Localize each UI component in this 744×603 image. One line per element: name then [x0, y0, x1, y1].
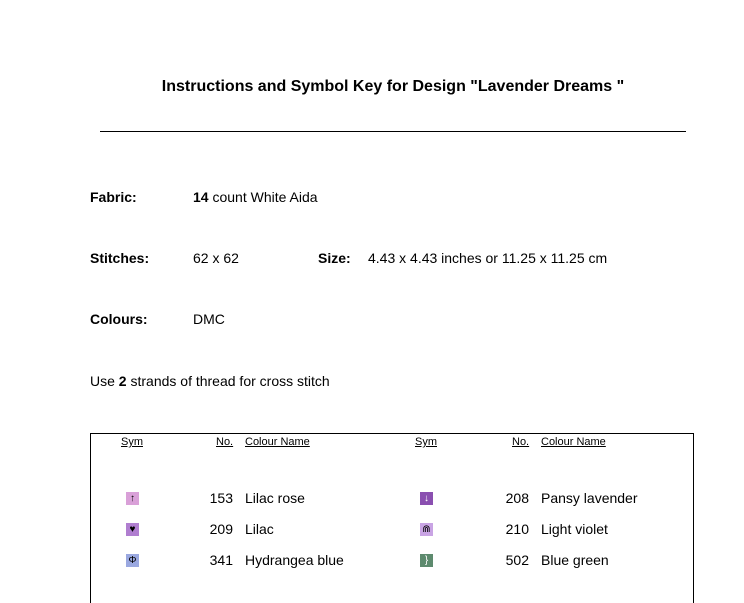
colour-name: Pansy lavender	[541, 490, 638, 506]
strands-pre: Use	[90, 373, 119, 389]
colour-name: Lilac rose	[245, 490, 305, 506]
fabric-type: count White Aida	[208, 189, 318, 205]
fabric-value	[193, 189, 318, 205]
colour-number: 502	[505, 552, 529, 568]
symbol-swatch-icon: ♥	[126, 523, 139, 536]
stitches-value: 62 x 62	[193, 250, 239, 266]
colour-name: Blue green	[541, 552, 609, 568]
symbol-swatch-icon: }	[420, 554, 433, 567]
header-name-right: Colour Name	[541, 436, 606, 448]
symbol-swatch-icon: ↑	[126, 492, 139, 505]
strands-count: 2	[118, 373, 127, 389]
colour-name: Light violet	[541, 521, 608, 537]
symbol-swatch-icon: ↓	[420, 492, 433, 505]
document-title: Instructions and Symbol Key for Design "Lavender Dreams "	[161, 78, 625, 95]
colour-number: 208	[505, 490, 529, 506]
colours-label: Colours:	[90, 311, 148, 327]
stitches-label: Stitches:	[90, 250, 150, 266]
colour-number: 209	[209, 521, 233, 537]
fabric-count: 14	[193, 189, 209, 205]
colour-name: Lilac	[245, 521, 274, 537]
colour-number: 210	[505, 521, 529, 537]
colours-value: DMC	[193, 311, 225, 327]
symbol-key-table	[90, 433, 694, 603]
strands-instruction	[90, 373, 330, 389]
fabric-label: Fabric:	[90, 189, 137, 205]
header-name-left: Colour Name	[245, 436, 310, 448]
symbol-swatch-icon: ⋒	[420, 523, 433, 536]
size-label: Size:	[318, 250, 351, 266]
strands-post: strands of thread for cross stitch	[126, 373, 330, 389]
colour-number: 153	[209, 490, 233, 506]
header-sym-right: Sym	[415, 436, 437, 448]
header-sym-left: Sym	[121, 436, 143, 448]
colour-number: 341	[209, 552, 233, 568]
colour-name: Hydrangea blue	[245, 552, 344, 568]
header-no-left: No.	[216, 436, 234, 448]
size-value: 4.43 x 4.43 inches or 11.25 x 11.25 cm	[368, 250, 608, 266]
header-no-right: No.	[512, 436, 530, 448]
symbol-swatch-icon: Φ	[126, 554, 139, 567]
title-divider	[100, 131, 686, 132]
